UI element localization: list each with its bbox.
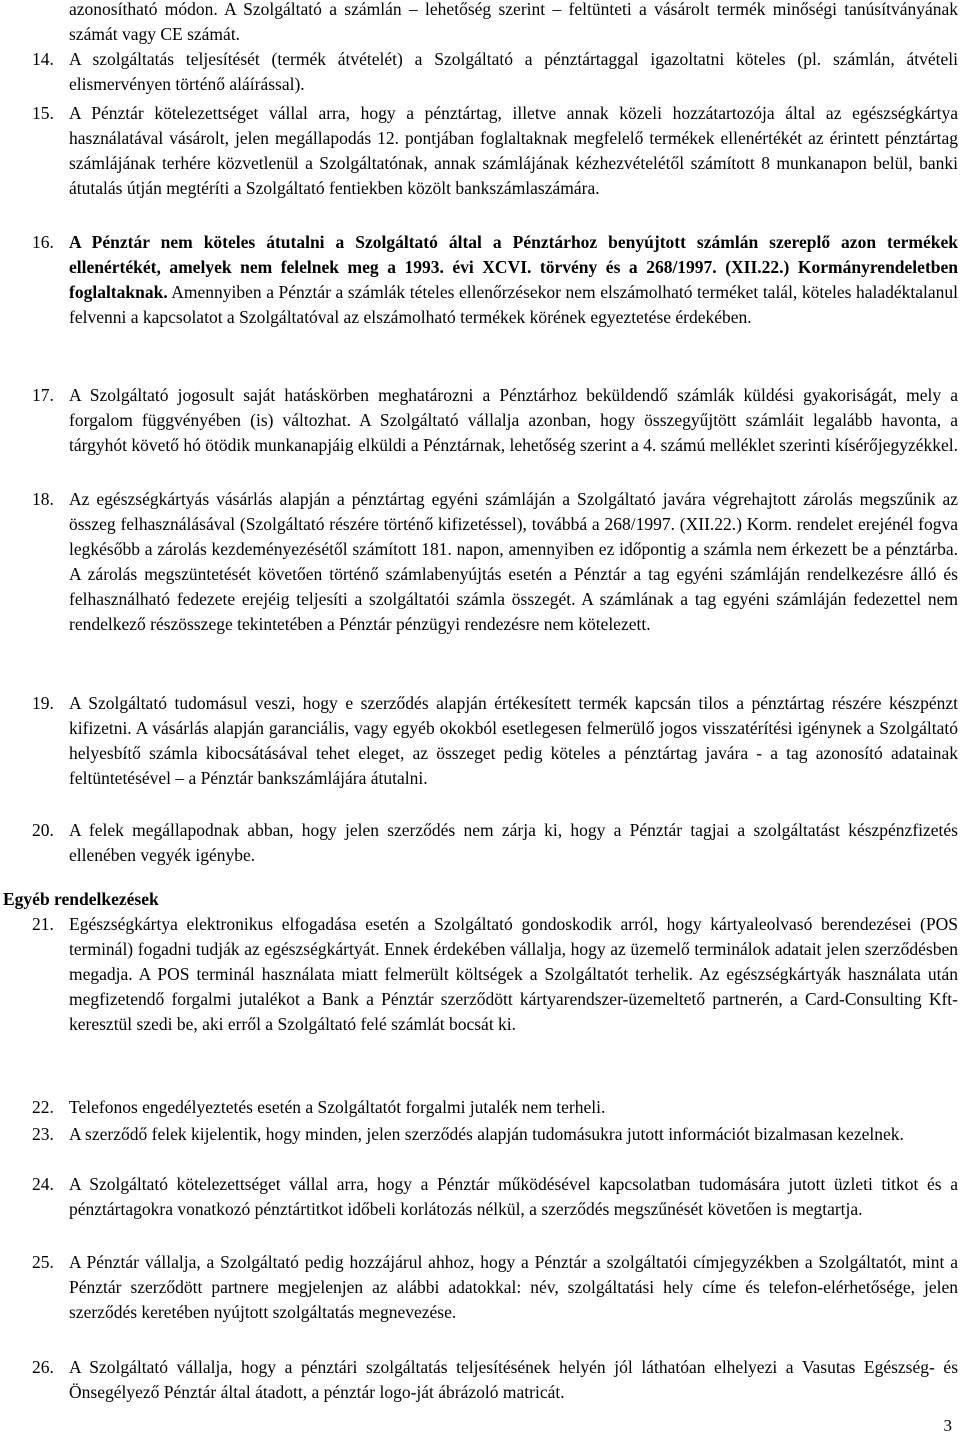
list-number: 22. (32, 1097, 54, 1117)
list-item-24 (0, 1172, 958, 1222)
continuation-paragraph: azonosítható módon. A Szolgáltató a számlán – lehetőség szerint – feltünteti a vásárolt termék minőségi tanúsítványának számát vagy CE számát. (69, 0, 958, 44)
list-item-14 (0, 47, 958, 97)
list-number: 15. (32, 103, 54, 123)
list-item-15 (0, 101, 958, 201)
list-text-rest: Amennyiben a Pénztár a számlák tételes ellenőrzésekor nem elszámolható terméket talál, köteles haladéktalanul felvenni a kapcsolatot a Szolgáltatóval az elszámolható termékek körének egyeztetése érdekében. (69, 282, 958, 327)
list-number: 18. (32, 489, 54, 509)
list-text: A felek megállapodnak abban, hogy jelen szerződés nem zárja ki, hogy a Pénztár tagjai a szolgáltatást készpénzfizetés ellenében vegyék igénybe. (69, 820, 958, 865)
list-number: 14. (32, 49, 54, 69)
list-text: A Szolgáltató jogosult saját hatáskörben meghatározni a Pénztárhoz beküldendő számlák küldési gyakoriságát, mely a forgalom függvényében (is) változhat. A Szolgáltató vállalja azonban, hogy összegyűjtött számláit legalább havonta, a tárgyhót követő hó ötödik munkanapjáig elküldi a Pénztárnak, lehetőség szerint a 4. számú melléklet szerinti kísérőjegyzékkel. (69, 385, 958, 455)
list-text: Az egészségkártyás vásárlás alapján a pénztártag egyéni számláján a Szolgáltató javára végrehajtott zárolás megszűnik az összeg felhasználásával (Szolgáltató részére történő kifizetéssel), továbbá a 268/1997. (XII.22.) Korm. rendelet erejénél fogva legkésőbb a zárolás kezdeményezésétől számított 181. napon, amennyiben ez időpontig a számla nem érkezett be a pénztárba. A zárolás megszüntetését követően történő számlabenyújtás esetén a Pénztár a tag egyéni számláján rendelkezésre álló és felhasználható fedezete erejéig teljesíti a szolgáltatói számla összegét. A számlának a tag egyéni számláján fedezettel nem rendelkező részösszege tekintetében a Pénztár pénzügyi rendezésre nem kötelezett. (69, 489, 958, 634)
list-text: Telefonos engedélyeztetés esetén a Szolgáltatót forgalmi jutalék nem terheli. (69, 1097, 606, 1117)
list-item-16 (0, 230, 958, 330)
list-item-21 (0, 912, 958, 1037)
bold-statement: A Pénztár nem köteles átutalni a Szolgáltató által a Pénztárhoz benyújtott számlán szereplő azon termékek ellenértékét, amelyek nem felelnek meg a 1993. évi XCVI. törvény és a 268/1997. (XII.22.) Kormányrendeletben foglaltaknak. (69, 232, 958, 302)
list-number: 21. (32, 914, 54, 934)
section-heading: Egyéb rendelkezések (3, 889, 159, 909)
list-item-20 (0, 818, 958, 868)
list-item-22 (0, 1095, 958, 1120)
list-number: 20. (32, 820, 54, 840)
page-number: 3 (943, 1416, 952, 1435)
list-number: 25. (32, 1252, 54, 1272)
list-item-25 (0, 1250, 958, 1325)
list-text: A Szolgáltató kötelezettséget vállal arra, hogy a Pénztár működésével kapcsolatban tudomására jutott üzleti titkot és a pénztártagokra vonatkozó pénztártitkot időbeli korlátozás nélkül, a szerződés megszűnését követően is megtartja. (69, 1174, 958, 1219)
list-item-23 (0, 1122, 958, 1147)
list-text: Egészségkártya elektronikus elfogadása esetén a Szolgáltató gondoskodik arról, hogy kártyaleolvasó berendezései (POS terminál) fogadni tudják az egészségkártyát. Ennek érdekében vállalja, hogy az üzemelő terminálok adatait jelen szerződésben megadja. A POS terminál használata miatt felmerült költségek a Szolgáltatót terhelik. Az egészségkártyák használata után megfizetendő forgalmi jutalékot a Bank a Pénztár szerződött kártyarendszer-üzemeltető partnerén, a Card-Consulting Kft-keresztül szedi be, aki erről a Szolgáltató felé számlát bocsát ki. (69, 914, 958, 1034)
list-item-26 (0, 1355, 958, 1405)
list-item-19 (0, 691, 958, 791)
list-text (69, 230, 958, 330)
list-number: 23. (32, 1124, 54, 1144)
list-number: 17. (32, 385, 54, 405)
list-text: A szerződő felek kijelentik, hogy minden, jelen szerződés alapján tudomásukra jutott információt bizalmasan kezelnek. (69, 1124, 904, 1144)
list-item-17 (0, 383, 958, 458)
list-text: A Pénztár vállalja, a Szolgáltató pedig hozzájárul ahhoz, hogy a Pénztár a szolgáltatói címjegyzékben a Szolgáltatót, mint a Pénztár szerződött partnere megjelenjen az alábbi adatokkal: név, szolgáltatási hely címe és telefon-elérhetősége, jelen szerződés keretében nyújtott szolgáltatás megnevezése. (69, 1252, 958, 1322)
list-number: 19. (32, 693, 54, 713)
list-text: A Pénztár kötelezettséget vállal arra, hogy a pénztártag, illetve annak közeli hozzátartozója által az egészségkártya használatával vásárolt, jelen megállapodás 12. pontjában foglaltaknak megfelelő termékek ellenértékét az érintett pénztártag számlájának terhére közvetlenül a Szolgáltatónak, annak számlájának kézhezvételétől számított 8 munkanapon belül, banki átutalás útján megtéríti a Szolgáltató fentiekben közölt bankszámlaszámára. (69, 103, 958, 198)
list-text: A szolgáltatás teljesítését (termék átvételét) a Szolgáltató a pénztártaggal igazoltatni köteles (pl. számlán, átvételi elismervényen történő aláírással). (69, 49, 958, 94)
list-text: A Szolgáltató tudomásul veszi, hogy e szerződés alapján értékesített termék kapcsán tilos a pénztártag részére készpénzt kifizetni. A vásárlás alapján garanciális, vagy egyéb okokból esetlegesen felmerülő jogos visszatérítési igénynek a Szolgáltató helyesbítő számla kibocsátásával tehet eleget, az összeget pedig köteles a pénztártag javára - a tag azonosító adatainak feltüntetésével – a Pénztár bankszámlájára átutalni. (69, 693, 958, 788)
list-number: 24. (32, 1174, 54, 1194)
list-number: 16. (32, 232, 54, 252)
list-text: A Szolgáltató vállalja, hogy a pénztári szolgáltatás teljesítésének helyén jól láthatóan elhelyezi a Vasutas Egészség- és Önsegélyező Pénztár által átadott, a pénztár logo-ját ábrázoló matricát. (69, 1357, 958, 1402)
list-number: 26. (32, 1357, 54, 1377)
list-item-18 (0, 487, 958, 637)
